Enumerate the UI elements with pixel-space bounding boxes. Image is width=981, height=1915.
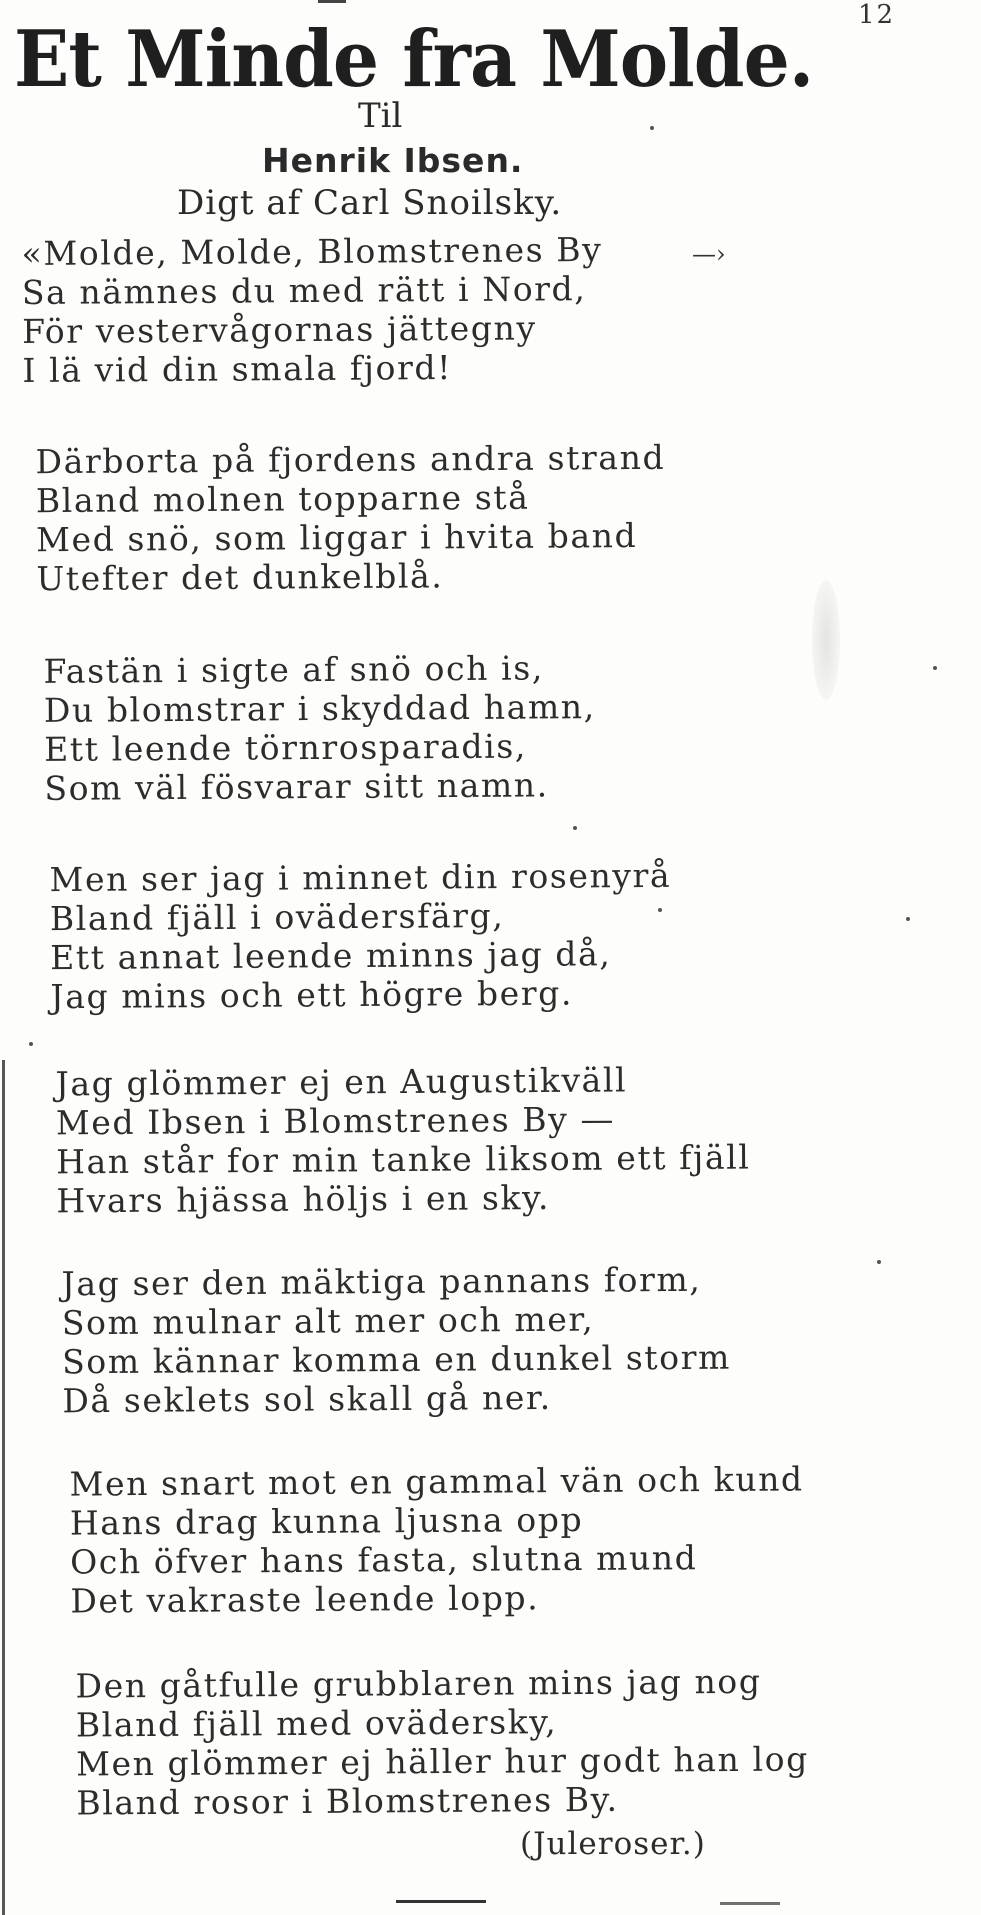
poem-line: Bland rosor i Blomstrenes By. <box>76 1779 619 1823</box>
poem-line: Och öfver hans fasta, slutna mund <box>70 1538 698 1582</box>
poem-line: I lä vid din smala fjord! <box>22 348 453 391</box>
ink-speck <box>906 917 910 921</box>
poem-line: Utefter det dunkelblå. <box>36 556 444 599</box>
corner-page-mark: 12 <box>858 0 896 30</box>
stanza-8 <box>75 1661 809 1822</box>
poem-line: Men glömmer ej häller hur godt han log <box>76 1739 809 1784</box>
top-rule-fragment <box>318 0 346 3</box>
stanza-2 <box>35 438 666 598</box>
poem-line: Hvars hjässa höljs i en sky. <box>56 1177 551 1221</box>
poem-headline: Et Minde fra Molde. <box>14 14 814 105</box>
poem-line: Jag ser den mäktiga pannans form, <box>61 1259 702 1304</box>
ink-speck <box>29 1042 33 1046</box>
stanza-6 <box>61 1260 731 1421</box>
margin-arrow-mark: —› <box>692 240 726 268</box>
poem-line: Hans drag kunna ljusna opp <box>69 1499 584 1543</box>
poem-line: Den gåtfulle grubblaren mins jag nog <box>75 1661 762 1706</box>
poem-line: Jag mins och ett högre berg. <box>50 973 574 1017</box>
poem-line: Du blomstrar i skyddad hamn, <box>43 687 596 730</box>
poem-line: Därborta på fjordens andra strand <box>35 437 666 482</box>
poem-line: Med snö, som liggar i hvita band <box>36 516 638 560</box>
poem-line: Jag glömmer ej en Augustikväll <box>55 1060 628 1104</box>
poem-line: «Molde, Molde, Blomstrenes By <box>21 229 603 274</box>
poem-line: För vestervågornas jättegny <box>22 308 537 352</box>
stanza-5 <box>55 1060 750 1221</box>
poem-line: Som mulnar alt mer och mer, <box>61 1299 595 1343</box>
stanza-7 <box>69 1459 804 1620</box>
poem-line: Bland molnen topparne stå <box>35 477 530 521</box>
stanza-3 <box>43 648 596 808</box>
poem-line: Som väl fösvarar sitt namn. <box>44 765 549 808</box>
ink-speck <box>933 666 937 670</box>
poem-line: Som kännar komma en dunkel storm <box>62 1337 732 1382</box>
poem-line: Men ser jag i minnet din rosenyrå <box>49 855 672 900</box>
poem-line: Fastän i sigte af snö och is, <box>43 648 545 691</box>
dedication-til: Til <box>358 96 403 136</box>
poem-line: Sa nämnes du med rätt i Nord, <box>21 269 587 313</box>
ink-speck <box>658 908 662 912</box>
dedication-name: Henrik Ibsen. <box>262 141 524 180</box>
left-column-rule <box>2 1060 5 1915</box>
bottom-rule-fragment <box>720 1902 780 1905</box>
poem-line: Då seklets sol skall gå ner. <box>62 1377 552 1421</box>
poem-line: Han står for min tanke liksom ett fjäll <box>56 1137 751 1182</box>
ink-speck <box>877 1260 881 1264</box>
ink-speck <box>650 126 654 130</box>
paper-smudge <box>812 580 840 700</box>
source-attribution: (Juleroser.) <box>520 1826 706 1862</box>
ink-speck <box>573 826 577 830</box>
poem-line: Bland fjäll med ovädersky, <box>75 1702 558 1745</box>
poem-line: Med Ibsen i Blomstrenes By — <box>55 1099 616 1143</box>
poem-line: Ett leende törnrosparadis, <box>44 726 528 769</box>
poem-line: Det vakraste leende lopp. <box>70 1578 540 1621</box>
poem-line: Ett annat leende minns jag då, <box>50 934 612 978</box>
poem-byline: Digt af Carl Snoilsky. <box>177 183 563 223</box>
bottom-rule <box>396 1900 486 1903</box>
stanza-4 <box>49 856 672 1016</box>
poem-line: Bland fjäll i ovädersfärg, <box>49 895 505 939</box>
poem-line: Men snart mot en gammal vän och kund <box>69 1459 804 1504</box>
stanza-1 <box>21 230 603 390</box>
